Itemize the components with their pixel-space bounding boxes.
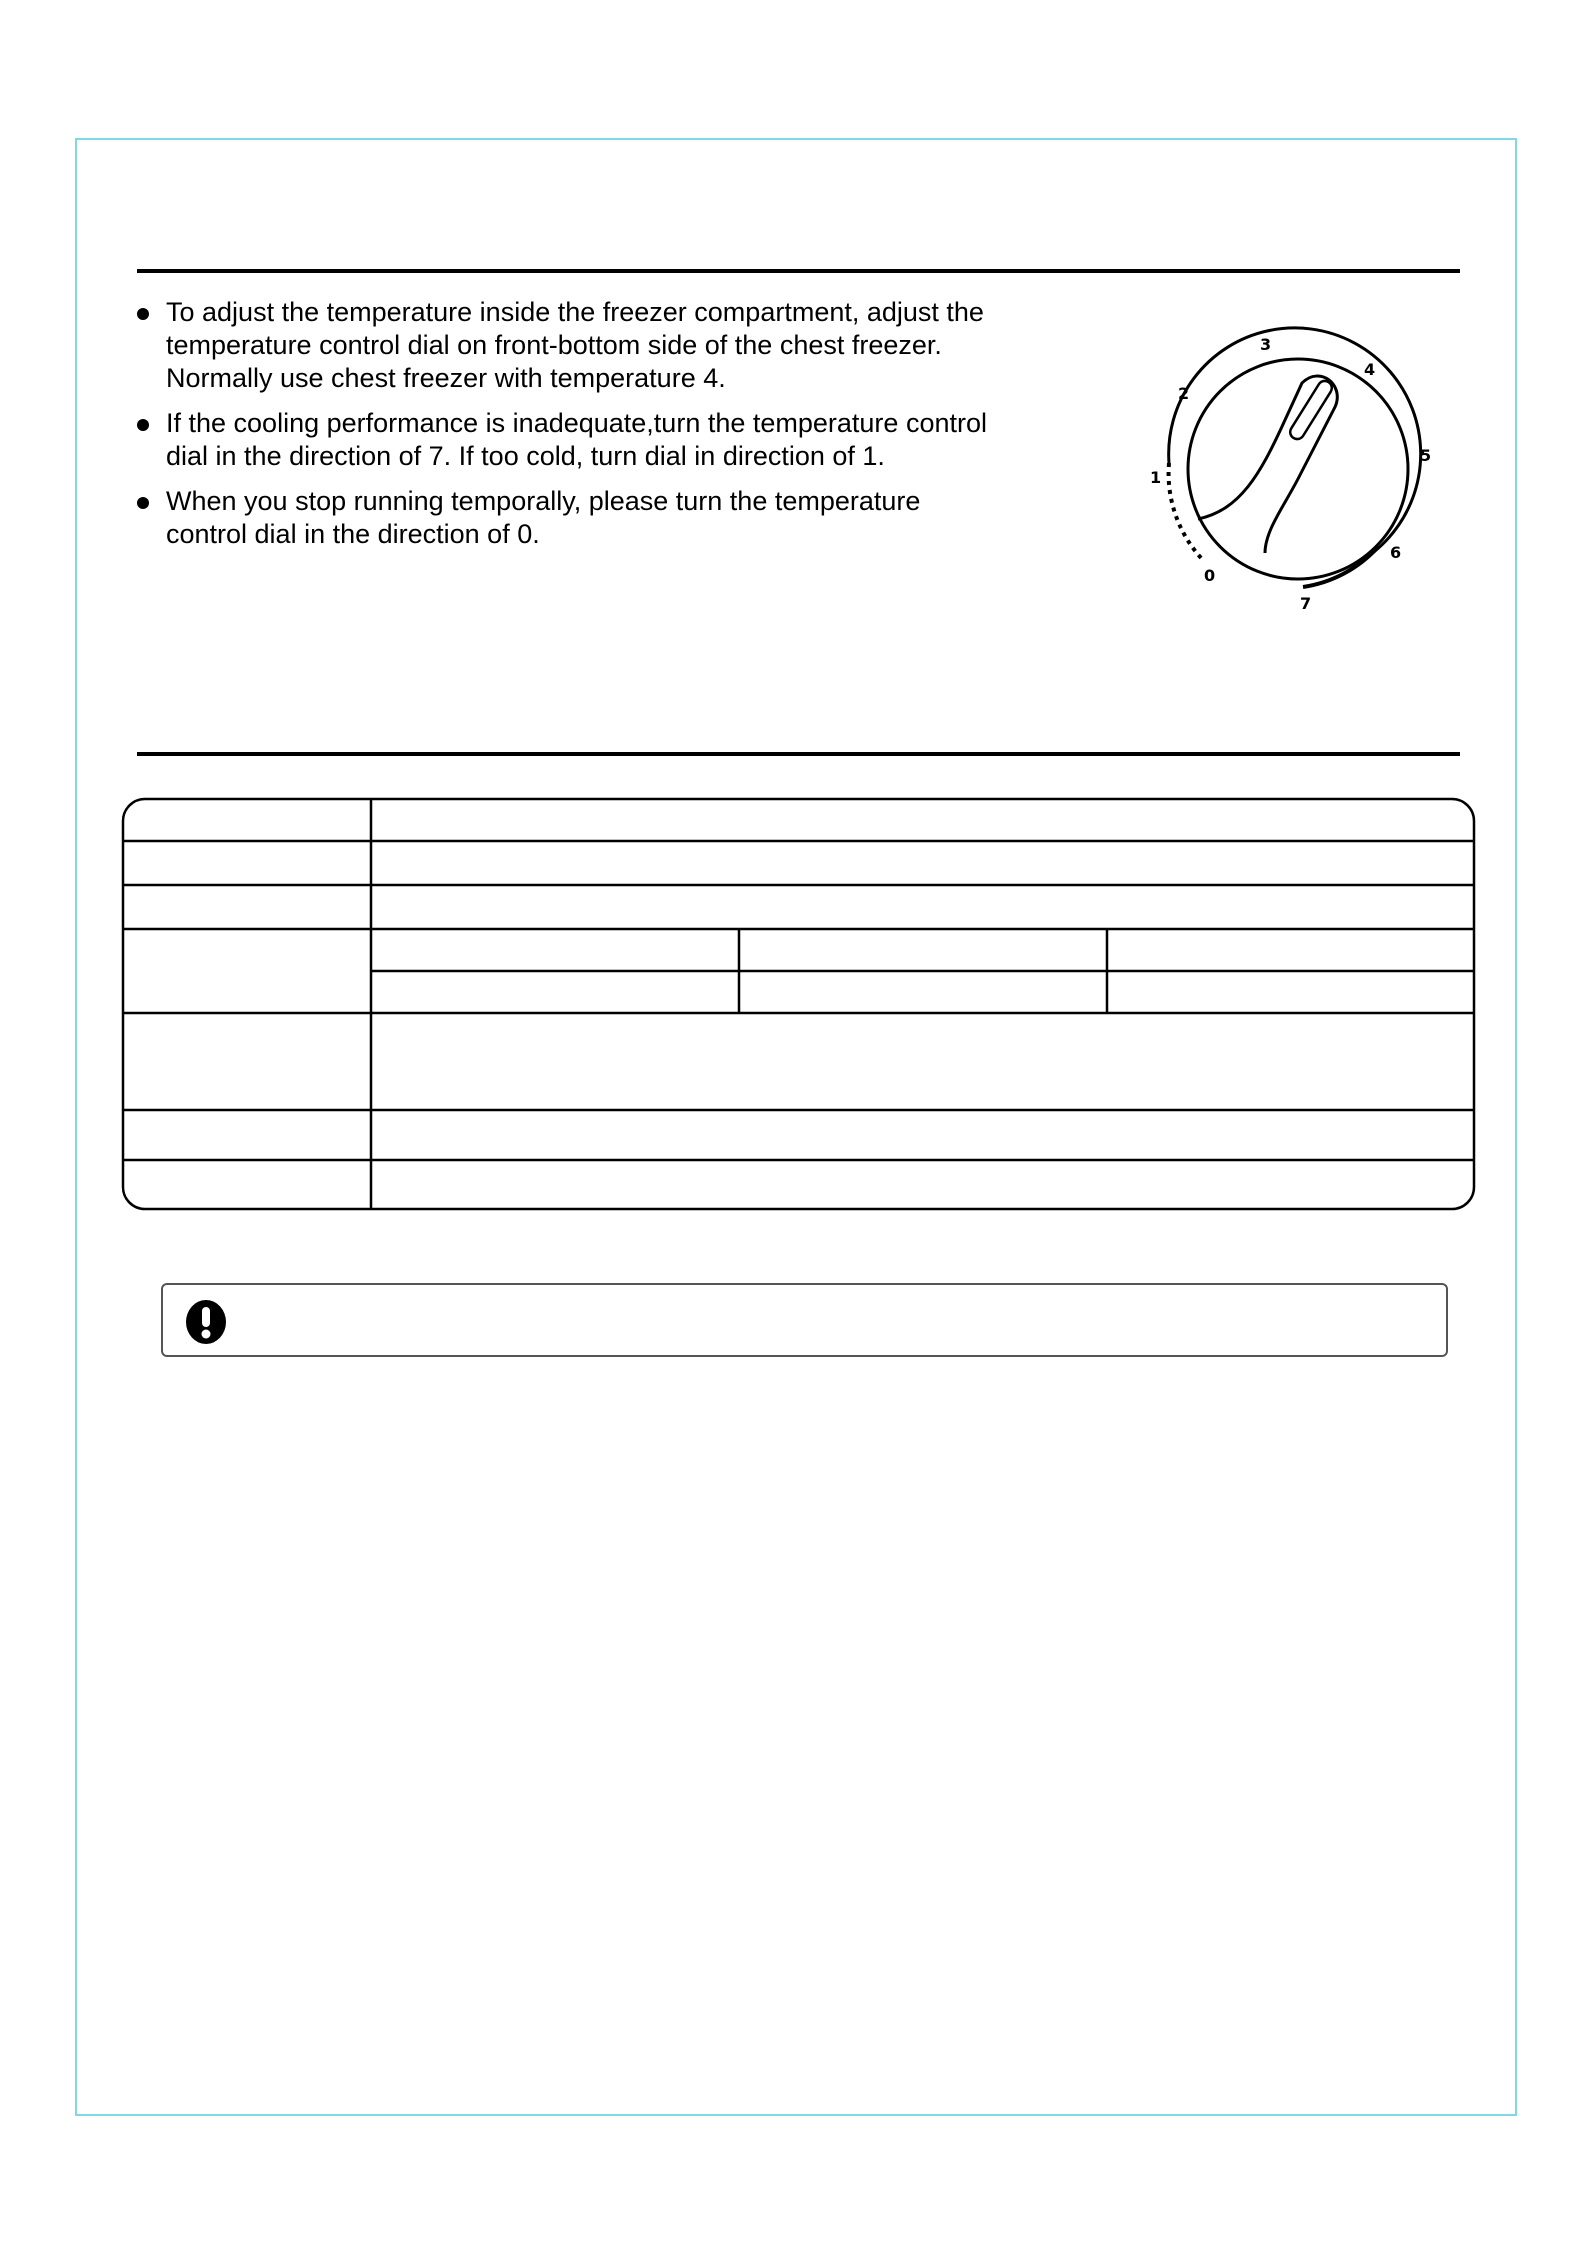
dial-label-7: 7 bbox=[1300, 594, 1312, 613]
instruction-item: When you stop running temporally, please turn the temperature control dial in the direction of 0. bbox=[137, 485, 997, 551]
dial-label-0: 0 bbox=[1204, 566, 1216, 585]
temperature-dial-illustration bbox=[1150, 325, 1440, 625]
specification-table bbox=[121, 797, 1476, 1211]
instruction-item: To adjust the temperature inside the freezer compartment, adjust the temperature control dial on front-bottom side of the chest freezer. Normally use chest freezer with temperature 4. bbox=[137, 296, 997, 395]
section-divider-top bbox=[137, 269, 1460, 273]
dial-label-4: 4 bbox=[1364, 360, 1376, 379]
dial-label-3: 3 bbox=[1260, 335, 1272, 354]
instruction-list bbox=[137, 296, 997, 563]
dial-label-5: 5 bbox=[1420, 446, 1432, 465]
notice-box bbox=[161, 1283, 1448, 1357]
exclamation-icon bbox=[185, 1299, 227, 1345]
spec-table-outline bbox=[123, 799, 1474, 1209]
section-divider-bottom bbox=[137, 752, 1460, 756]
dial-label-1: 1 bbox=[1150, 468, 1162, 487]
dial-label-6: 6 bbox=[1390, 543, 1402, 562]
dial-label-2: 2 bbox=[1178, 384, 1190, 403]
instruction-item: If the cooling performance is inadequate,turn the temperature control dial in the direction of 7. If too cold, turn dial in direction of 1. bbox=[137, 407, 997, 473]
